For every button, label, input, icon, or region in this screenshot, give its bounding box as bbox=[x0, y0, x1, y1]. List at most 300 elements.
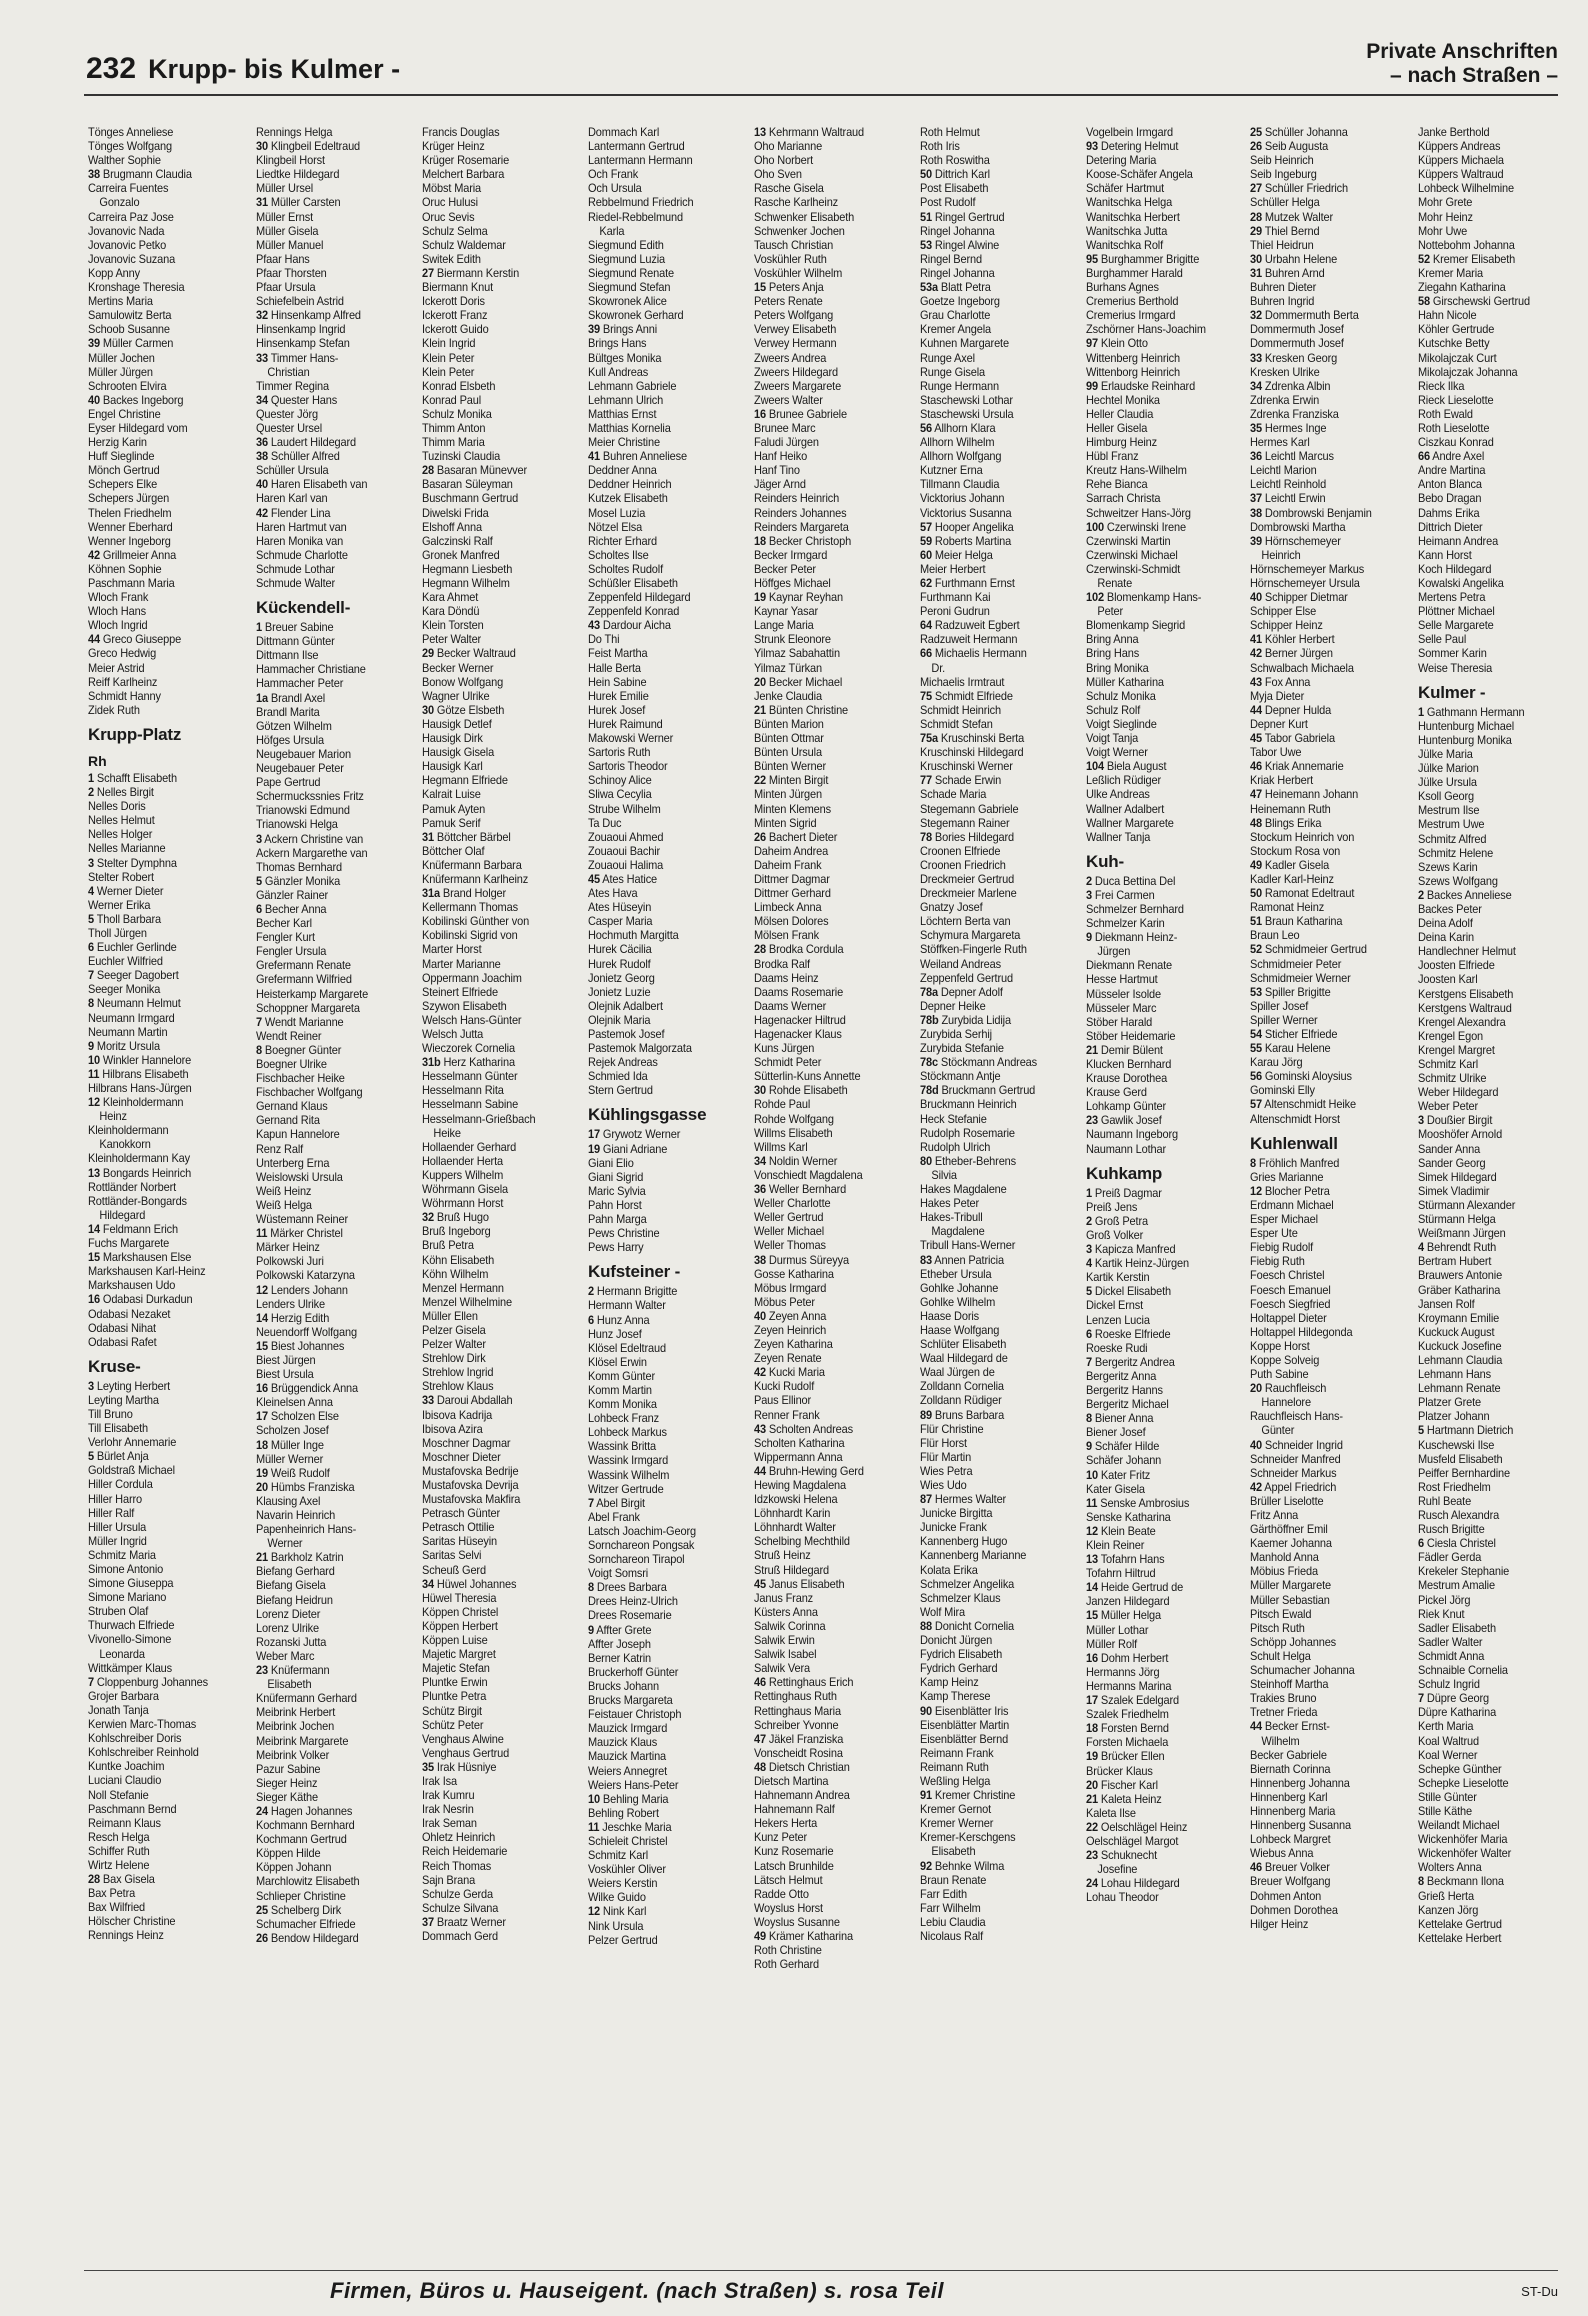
resident-entry: Giani Elio bbox=[588, 1156, 634, 1170]
resident-entry: 54 Sticher Elfriede bbox=[1250, 1028, 1338, 1041]
resident-entry: Renner Frank bbox=[754, 1408, 820, 1422]
resident-entry: Reich Heidemarie bbox=[422, 1845, 508, 1859]
resident-entry: Elisabeth bbox=[931, 1845, 976, 1859]
resident-entry: Szews Wolfgang bbox=[1418, 874, 1498, 888]
resident-entry: Kronshage Theresia bbox=[88, 281, 185, 295]
resident-entry: Tuzinski Claudia bbox=[422, 450, 501, 464]
resident-entry: 3 Leyting Herbert bbox=[88, 1379, 171, 1393]
resident-entry: Minten Jürgen bbox=[754, 788, 822, 802]
house-number: 5 bbox=[1418, 1424, 1424, 1438]
house-number: 21 bbox=[1086, 1043, 1098, 1057]
house-number: 18 bbox=[1086, 1722, 1098, 1736]
resident-entry: Pahn Marga bbox=[588, 1213, 647, 1227]
resident-entry: Lehmann Renate bbox=[1418, 1382, 1501, 1396]
resident-entry: Strehlow Klaus bbox=[422, 1380, 494, 1394]
resident-entry: 51 Ringel Gertrud bbox=[920, 210, 1005, 224]
house-number: 28 bbox=[1250, 210, 1262, 224]
resident-entry: Riek Knut bbox=[1418, 1607, 1465, 1621]
resident-entry: Hiller Ralf bbox=[88, 1506, 135, 1520]
resident-entry: Berner Katrin bbox=[588, 1651, 652, 1665]
resident-entry: Ciszkau Konrad bbox=[1418, 436, 1494, 450]
resident-entry: Tretner Frieda bbox=[1250, 1706, 1318, 1720]
resident-entry: Kolata Erika bbox=[920, 1563, 978, 1577]
resident-entry: Kleinholdermann bbox=[88, 1124, 169, 1138]
resident-entry: Kater Gisela bbox=[1086, 1482, 1145, 1496]
resident-entry: Leßlich Rüdiger bbox=[1086, 774, 1162, 788]
house-number: 32 bbox=[422, 1211, 434, 1225]
resident-entry: Wassink Irmgard bbox=[588, 1454, 669, 1468]
house-number: 56 bbox=[1250, 1070, 1262, 1084]
resident-entry: Gosse Katharina bbox=[754, 1267, 834, 1281]
resident-entry: Feist Martha bbox=[588, 647, 648, 661]
house-number: 23 bbox=[1086, 1114, 1098, 1128]
resident-entry: Roth Gerhard bbox=[754, 1958, 820, 1972]
house-number: 22 bbox=[1086, 1820, 1098, 1834]
resident-entry: Selle Paul bbox=[1418, 633, 1467, 647]
resident-entry: 59 Roberts Martina bbox=[920, 534, 1012, 548]
resident-entry: Runge Gisela bbox=[920, 365, 986, 379]
house-number: 30 bbox=[256, 140, 268, 154]
resident-entry: 87 Hermes Walter bbox=[920, 1493, 1007, 1507]
house-number: 22 bbox=[754, 774, 766, 788]
resident-entry: 97 Klein Otto bbox=[1086, 337, 1148, 351]
resident-entry: Hölscher Christine bbox=[88, 1915, 176, 1929]
resident-entry: 11 Senske Ambrosius bbox=[1086, 1496, 1190, 1510]
resident-entry: Küppers Waltraud bbox=[1418, 168, 1504, 182]
resident-entry: Weiers Hans-Peter bbox=[588, 1778, 679, 1792]
house-number: 53 bbox=[920, 238, 932, 252]
resident-entry: Hiller Cordula bbox=[88, 1478, 153, 1492]
resident-entry: Stille Käthe bbox=[1418, 1804, 1473, 1818]
resident-entry: Hinsenkamp Stefan bbox=[256, 337, 350, 351]
resident-entry: Kresken Ulrike bbox=[1250, 365, 1320, 379]
resident-entry: Liedtke Hildegard bbox=[256, 168, 340, 182]
resident-entry: 17 Grywotz Werner bbox=[588, 1128, 681, 1142]
resident-entry: Hausigk Gisela bbox=[422, 746, 495, 760]
resident-entry: 56 Allhorn Klara bbox=[920, 421, 996, 435]
resident-entry: Ulke Andreas bbox=[1086, 788, 1150, 802]
resident-entry: Brauwers Antonie bbox=[1418, 1269, 1503, 1283]
resident-entry: Hinnenberg Karl bbox=[1250, 1790, 1328, 1804]
resident-entry: Oruc Hulusi bbox=[422, 196, 478, 210]
resident-entry: Eisenblätter Martin bbox=[920, 1718, 1010, 1732]
house-number: 38 bbox=[256, 450, 268, 464]
resident-entry: 30 Klingbeil Edeltraud bbox=[256, 140, 361, 154]
resident-entry: Huntenburg Michael bbox=[1418, 719, 1515, 733]
resident-entry: Roeske Rudi bbox=[1086, 1341, 1148, 1355]
resident-entry: 6 Euchler Gerlinde bbox=[88, 941, 177, 955]
resident-entry: Kochmann Bernhard bbox=[256, 1819, 355, 1833]
resident-entry: Mestrum Amalie bbox=[1418, 1579, 1495, 1593]
resident-entry: Neumann Martin bbox=[88, 1025, 168, 1039]
house-number: 34 bbox=[422, 1577, 434, 1591]
resident-entry: Anton Blanca bbox=[1418, 478, 1482, 492]
house-number: 39 bbox=[88, 337, 100, 351]
resident-entry: Strehlow Dirk bbox=[422, 1352, 486, 1366]
resident-entry: Venghaus Alwine bbox=[422, 1732, 504, 1746]
house-number: 36 bbox=[256, 436, 268, 450]
resident-entry: Simone Antonio bbox=[88, 1563, 164, 1576]
resident-entry: 13 Kehrmann Waltraud bbox=[754, 126, 865, 139]
resident-entry: Müller Ingrid bbox=[88, 1534, 147, 1548]
resident-entry: Kerstgens Waltraud bbox=[1418, 1001, 1512, 1015]
resident-entry: Leyting Martha bbox=[88, 1393, 159, 1407]
resident-entry: Tofahrn Hiltrud bbox=[1086, 1567, 1156, 1581]
house-number: 3 bbox=[1086, 888, 1092, 902]
resident-entry: Olejnik Maria bbox=[588, 1013, 651, 1027]
resident-entry: Schüller Helga bbox=[1250, 196, 1320, 210]
house-number: 8 bbox=[88, 997, 94, 1011]
resident-entry: Saritas Hüseyin bbox=[422, 1535, 498, 1549]
resident-entry: Lohbeck Margret bbox=[1250, 1833, 1331, 1847]
resident-entry: 27 Schüller Friedrich bbox=[1250, 182, 1349, 196]
resident-entry: Lehmann Ulrich bbox=[588, 393, 664, 407]
resident-entry: 8 Beckmann Ilona bbox=[1418, 1875, 1504, 1889]
resident-entry: 9 Diekmann Heinz- bbox=[1086, 931, 1178, 945]
resident-entry: Preiß Jens bbox=[1086, 1200, 1138, 1214]
resident-entry: 42 Flender Lina bbox=[256, 506, 331, 520]
resident-entry: Wittkämper Klaus bbox=[88, 1661, 173, 1675]
resident-entry: Schrooten Elvira bbox=[88, 379, 167, 393]
resident-entry: Radzuweit Hermann bbox=[920, 633, 1018, 647]
house-number: 2 bbox=[588, 1285, 594, 1299]
resident-entry: Hahnemann Ralf bbox=[754, 1803, 835, 1817]
resident-entry: Stöber Harald bbox=[1086, 1015, 1153, 1029]
resident-entry: 4 Kartik Heinz-Jürgen bbox=[1086, 1257, 1189, 1271]
resident-entry: Hurek Raimund bbox=[588, 717, 663, 731]
resident-entry: Kuhnen Margarete bbox=[920, 337, 1009, 351]
resident-entry: Thimm Anton bbox=[422, 421, 486, 435]
house-number: 15 bbox=[754, 281, 766, 295]
house-number: 43 bbox=[588, 619, 600, 633]
resident-entry: Rozanski Jutta bbox=[256, 1635, 327, 1649]
resident-entry: Kanokkorn bbox=[99, 1138, 151, 1152]
house-number: 40 bbox=[1250, 1438, 1262, 1452]
resident-entry: Hurek Cäcilia bbox=[588, 943, 652, 957]
resident-entry: Heinrich bbox=[1261, 548, 1301, 562]
resident-entry: Fiebig Ruth bbox=[1250, 1255, 1305, 1269]
resident-entry: Konrad Elsbeth bbox=[422, 379, 496, 393]
resident-entry: Buschmann Gertrud bbox=[422, 492, 519, 506]
resident-entry: Scholtes Rudolf bbox=[588, 562, 664, 576]
resident-entry: Rieck Lieselotte bbox=[1418, 393, 1494, 407]
resident-entry: Lohau Theodor bbox=[1086, 1891, 1159, 1905]
resident-entry: Mauzick Klaus bbox=[588, 1736, 658, 1750]
resident-entry: Kremer Angela bbox=[920, 323, 992, 337]
resident-entry: Haren Hartmut van bbox=[256, 520, 347, 534]
resident-entry: Roth Helmut bbox=[920, 126, 980, 139]
resident-entry: Ringel Johanna bbox=[920, 266, 995, 280]
resident-entry: Peters Wolfgang bbox=[754, 309, 834, 323]
resident-entry: Verwey Elisabeth bbox=[754, 323, 837, 337]
resident-entry: Marter Marianne bbox=[422, 957, 501, 971]
resident-entry: Latsch Brunhilde bbox=[754, 1859, 834, 1873]
house-number: 8 bbox=[588, 1581, 594, 1595]
house-number: 15 bbox=[88, 1251, 100, 1265]
resident-entry: Ta Duc bbox=[588, 816, 622, 830]
resident-entry: Schmitz Karl bbox=[588, 1849, 649, 1863]
resident-entry: 78d Bruckmann Gertrud bbox=[920, 1084, 1036, 1098]
resident-entry: Seeger Monika bbox=[88, 983, 161, 997]
resident-entry: Müller Ursel bbox=[256, 182, 314, 196]
resident-entry: Pews Christine bbox=[588, 1227, 660, 1241]
house-number: 27 bbox=[1250, 182, 1262, 196]
resident-entry: 8 Biener Anna bbox=[1086, 1412, 1154, 1426]
house-number: 2 bbox=[1086, 1214, 1092, 1228]
resident-entry: 27 Biermann Kerstin bbox=[422, 266, 520, 280]
resident-entry: Gonzalo bbox=[99, 196, 140, 210]
resident-entry: Jonath Tanja bbox=[88, 1703, 149, 1717]
house-number: 49 bbox=[1250, 858, 1262, 872]
resident-entry: Schneider Manfred bbox=[1250, 1452, 1341, 1466]
house-number: 10 bbox=[588, 1792, 600, 1806]
resident-entry: Kruschinski Werner bbox=[920, 760, 1013, 774]
house-number: 83 bbox=[920, 1253, 932, 1267]
resident-entry: Jürgen bbox=[1097, 945, 1131, 959]
resident-entry: Braun Renate bbox=[920, 1873, 987, 1887]
resident-entry: 53 Spiller Brigitte bbox=[1250, 985, 1331, 999]
resident-entry: Stockum Rosa von bbox=[1250, 844, 1341, 858]
resident-entry: Möbst Maria bbox=[422, 182, 482, 196]
house-number: 75a bbox=[920, 732, 938, 746]
resident-entry: Ickerott Guido bbox=[422, 323, 489, 337]
resident-entry: Möbus Irmgard bbox=[754, 1281, 827, 1295]
resident-entry: Jovanovic Suzana bbox=[88, 252, 176, 266]
resident-entry: Schipper Else bbox=[1250, 605, 1317, 619]
resident-entry: Brüller Liselotte bbox=[1250, 1494, 1324, 1508]
house-number: 42 bbox=[1250, 647, 1262, 661]
resident-entry: Kriak Herbert bbox=[1250, 774, 1314, 788]
house-number: 15 bbox=[1086, 1609, 1098, 1623]
resident-entry: Jovanovic Nada bbox=[88, 224, 165, 238]
house-number: 1 bbox=[88, 771, 94, 785]
house-number: 3 bbox=[256, 832, 262, 846]
resident-entry: Rennings Heinz bbox=[88, 1929, 164, 1943]
house-number: 66 bbox=[920, 647, 932, 661]
resident-entry: Polkowski Katarzyna bbox=[256, 1269, 355, 1283]
resident-entry: Stelter Robert bbox=[88, 870, 154, 884]
resident-entry: Junicke Frank bbox=[920, 1521, 987, 1535]
resident-entry: Kannenberg Marianne bbox=[920, 1549, 1027, 1563]
resident-entry: 2 Hermann Brigitte bbox=[588, 1285, 678, 1299]
resident-entry: Heller Claudia bbox=[1086, 407, 1154, 421]
house-number: 78c bbox=[920, 1056, 938, 1070]
resident-entry: Gronek Manfred bbox=[422, 548, 500, 562]
resident-entry: Müller Lothar bbox=[1086, 1623, 1149, 1637]
resident-entry: Rettinghaus Maria bbox=[754, 1704, 841, 1718]
house-number: 27 bbox=[422, 266, 434, 280]
resident-entry: 3 Doußier Birgit bbox=[1418, 1114, 1493, 1128]
resident-entry: Grefermann Renate bbox=[256, 959, 351, 973]
resident-entry: Hörnschemeyer Markus bbox=[1250, 562, 1365, 576]
resident-entry: 41 Köhler Herbert bbox=[1250, 633, 1335, 647]
resident-entry: Erdmann Michael bbox=[1250, 1198, 1334, 1212]
resident-entry: 2 Groß Petra bbox=[1086, 1214, 1148, 1228]
resident-entry: 15 Markshausen Else bbox=[88, 1251, 192, 1265]
resident-entry: Reich Thomas bbox=[422, 1859, 492, 1873]
resident-entry: Stöffken-Fingerle Ruth bbox=[920, 943, 1027, 957]
resident-entry: Höfges Ursula bbox=[256, 733, 324, 747]
resident-entry: Jonietz Georg bbox=[588, 971, 655, 985]
resident-entry: Kobilinski Günther von bbox=[422, 915, 530, 929]
resident-entry: Samulowitz Berta bbox=[88, 309, 172, 323]
resident-entry: Becher Karl bbox=[256, 917, 312, 931]
resident-entry: Peters Renate bbox=[754, 295, 823, 309]
resident-entry: Goldstraß Michael bbox=[88, 1464, 175, 1478]
resident-entry: Müsseler Marc bbox=[1086, 1001, 1157, 1015]
resident-entry: 43 Scholten Andreas bbox=[754, 1422, 853, 1436]
resident-entry: Post Rudolf bbox=[920, 196, 976, 210]
resident-entry: Kamp Heinz bbox=[920, 1676, 979, 1690]
resident-entry: Farr Edith bbox=[920, 1887, 967, 1901]
resident-entry: Kremer Maria bbox=[1418, 266, 1484, 280]
resident-entry: Himburg Heinz bbox=[1086, 436, 1157, 450]
resident-entry: Kerwien Marc-Thomas bbox=[88, 1718, 197, 1732]
resident-entry: Kremer Gernot bbox=[920, 1803, 991, 1817]
resident-entry: 26 Bachert Dieter bbox=[754, 830, 838, 844]
resident-entry: Olejnik Adalbert bbox=[588, 999, 663, 1013]
resident-entry: 38 Durmus Süreyya bbox=[754, 1253, 849, 1267]
resident-entry: Oho Norbert bbox=[754, 154, 814, 168]
resident-entry: 21 Bünten Christine bbox=[754, 703, 849, 717]
resident-entry: Bruß Ingeborg bbox=[422, 1225, 491, 1239]
resident-entry: Nelles Doris bbox=[88, 800, 146, 814]
resident-entry: Kapun Hannelore bbox=[256, 1128, 340, 1142]
resident-entry: Bax Petra bbox=[88, 1887, 136, 1901]
resident-entry: Märker Heinz bbox=[256, 1241, 320, 1255]
house-number: 23 bbox=[1086, 1849, 1098, 1863]
resident-entry: Bertram Hubert bbox=[1418, 1255, 1492, 1269]
resident-entry: Schäfer Hartmut bbox=[1086, 182, 1165, 196]
resident-entry: 36 Laudert Hildegard bbox=[256, 436, 357, 450]
resident-entry: Schmidt Stefan bbox=[920, 717, 993, 731]
resident-entry: Thimm Maria bbox=[422, 436, 485, 450]
resident-entry: 32 Bruß Hugo bbox=[422, 1211, 489, 1225]
resident-entry: 47 Heinemann Johann bbox=[1250, 788, 1359, 802]
resident-entry: Hakes-Tribull bbox=[920, 1211, 983, 1225]
resident-entry: Bünten Marion bbox=[754, 717, 824, 731]
resident-entry: Hildegard bbox=[99, 1208, 146, 1222]
house-number: 32 bbox=[1250, 309, 1262, 323]
resident-entry: Jonietz Luzie bbox=[588, 985, 651, 999]
resident-entry: Hagenacker Klaus bbox=[754, 1028, 842, 1041]
resident-entry: 3 Ackern Christine van bbox=[256, 832, 364, 846]
house-number: 33 bbox=[422, 1394, 434, 1408]
resident-entry: Witzer Gertrude bbox=[588, 1482, 664, 1496]
house-number: 7 bbox=[1086, 1355, 1092, 1369]
resident-entry: Möbus Peter bbox=[754, 1295, 815, 1309]
resident-entry: Luciani Claudio bbox=[88, 1774, 162, 1788]
house-number: 58 bbox=[1418, 295, 1430, 309]
resident-entry: Koppe Horst bbox=[1250, 1339, 1310, 1353]
resident-entry: Sander Georg bbox=[1418, 1156, 1486, 1170]
resident-entry: Markshausen Karl-Heinz bbox=[88, 1265, 206, 1279]
resident-entry: Müsseler Isolde bbox=[1086, 987, 1162, 1001]
resident-entry: Rusch Brigitte bbox=[1418, 1523, 1485, 1537]
resident-entry: Hiller Ursula bbox=[88, 1520, 147, 1534]
resident-entry: 34 Quester Hans bbox=[256, 393, 338, 407]
house-number: 41 bbox=[588, 450, 600, 464]
resident-entry: 2 Duca Bettina Del bbox=[1086, 874, 1176, 888]
resident-entry: Biest Jürgen bbox=[256, 1353, 316, 1367]
resident-entry: Diekmann Renate bbox=[1086, 959, 1173, 973]
house-number: 57 bbox=[920, 520, 932, 534]
resident-entry: 14 Feldmann Erich bbox=[88, 1222, 179, 1236]
resident-entry: Schmude Lothar bbox=[256, 562, 335, 576]
resident-entry: 12 Klein Beate bbox=[1086, 1524, 1156, 1538]
resident-entry: Oppermann Joachim bbox=[422, 971, 522, 985]
resident-entry: Köppen Luise bbox=[422, 1634, 488, 1648]
house-number: 21 bbox=[754, 703, 766, 717]
resident-entry: Huff Sieglinde bbox=[88, 450, 155, 464]
resident-entry: Komm Martin bbox=[588, 1383, 652, 1397]
resident-entry: Voigt Werner bbox=[1086, 746, 1148, 760]
house-number: 11 bbox=[256, 1227, 268, 1241]
resident-entry: 14 Herzig Edith bbox=[256, 1311, 330, 1325]
resident-entry: Michaelis Irmtraut bbox=[920, 675, 1005, 689]
resident-entry: Sommer Karin bbox=[1418, 647, 1487, 661]
resident-entry: 24 Hagen Johannes bbox=[256, 1804, 353, 1818]
footer-rule bbox=[84, 2270, 1558, 2271]
resident-entry: Engel Christine bbox=[88, 407, 161, 421]
resident-entry: Magdalene bbox=[931, 1225, 985, 1239]
resident-entry: 25 Schüller Johanna bbox=[1250, 126, 1348, 139]
resident-entry: 44 Bruhn-Hewing Gerd bbox=[754, 1464, 864, 1478]
resident-entry: Daheim Frank bbox=[754, 858, 822, 872]
resident-entry: Schade Maria bbox=[920, 788, 987, 802]
resident-entry: Quester Ursel bbox=[256, 421, 323, 435]
resident-entry: Dohmen Dorothea bbox=[1250, 1903, 1338, 1917]
resident-entry: Schmelzer Bernhard bbox=[1086, 902, 1184, 916]
house-number: 12 bbox=[88, 1096, 100, 1110]
resident-entry: Schermuckssnies Fritz bbox=[256, 790, 364, 804]
resident-entry: Wolters Anna bbox=[1418, 1861, 1482, 1875]
resident-entry: Wendt Reiner bbox=[256, 1029, 322, 1043]
house-number: 13 bbox=[1086, 1553, 1098, 1567]
resident-entry: Hüwel Theresia bbox=[422, 1591, 497, 1605]
resident-entry: 26 Bendow Hildegard bbox=[256, 1931, 359, 1945]
resident-entry: Steinhoff Martha bbox=[1250, 1678, 1329, 1692]
resident-entry: Roth Lieselotte bbox=[1418, 421, 1490, 435]
house-number: 12 bbox=[1086, 1524, 1098, 1538]
house-number: 31a bbox=[422, 887, 440, 901]
resident-entry: Burghammer Harald bbox=[1086, 266, 1183, 280]
resident-entry: Biermann Knut bbox=[422, 281, 494, 295]
resident-entry: 31b Herz Katharina bbox=[422, 1056, 515, 1070]
resident-entry: Majetic Margret bbox=[422, 1648, 496, 1662]
house-number: 50 bbox=[920, 168, 932, 182]
resident-entry: Quester Jörg bbox=[256, 407, 318, 421]
resident-entry: Salwik Corinna bbox=[754, 1619, 826, 1633]
resident-entry: Wieczorek Cornelia bbox=[422, 1042, 515, 1056]
footer-note: Firmen, Büros u. Hauseigent. (nach Straßen) s. rosa Teil bbox=[330, 2278, 944, 2303]
resident-entry: 1a Brandl Axel bbox=[256, 691, 326, 705]
resident-entry: Och Ursula bbox=[588, 182, 642, 196]
resident-entry: 20 Fischer Karl bbox=[1086, 1778, 1158, 1792]
resident-entry: Neugebauer Peter bbox=[256, 762, 344, 776]
house-number: 1 bbox=[1086, 1186, 1092, 1200]
resident-entry: Grojer Barbara bbox=[88, 1689, 159, 1703]
house-number: 41 bbox=[1250, 633, 1262, 647]
resident-entry: Tönges Wolfgang bbox=[88, 140, 173, 154]
house-number: 43 bbox=[754, 1422, 766, 1436]
resident-entry: 40 Zeyen Anna bbox=[754, 1309, 827, 1323]
house-number: 91 bbox=[920, 1789, 932, 1803]
resident-entry: Reinders Johannes bbox=[754, 506, 847, 520]
house-number: 48 bbox=[1250, 816, 1262, 830]
resident-entry: Skowronek Alice bbox=[588, 295, 667, 309]
resident-entry: Waal Hildegard de bbox=[920, 1352, 1008, 1366]
